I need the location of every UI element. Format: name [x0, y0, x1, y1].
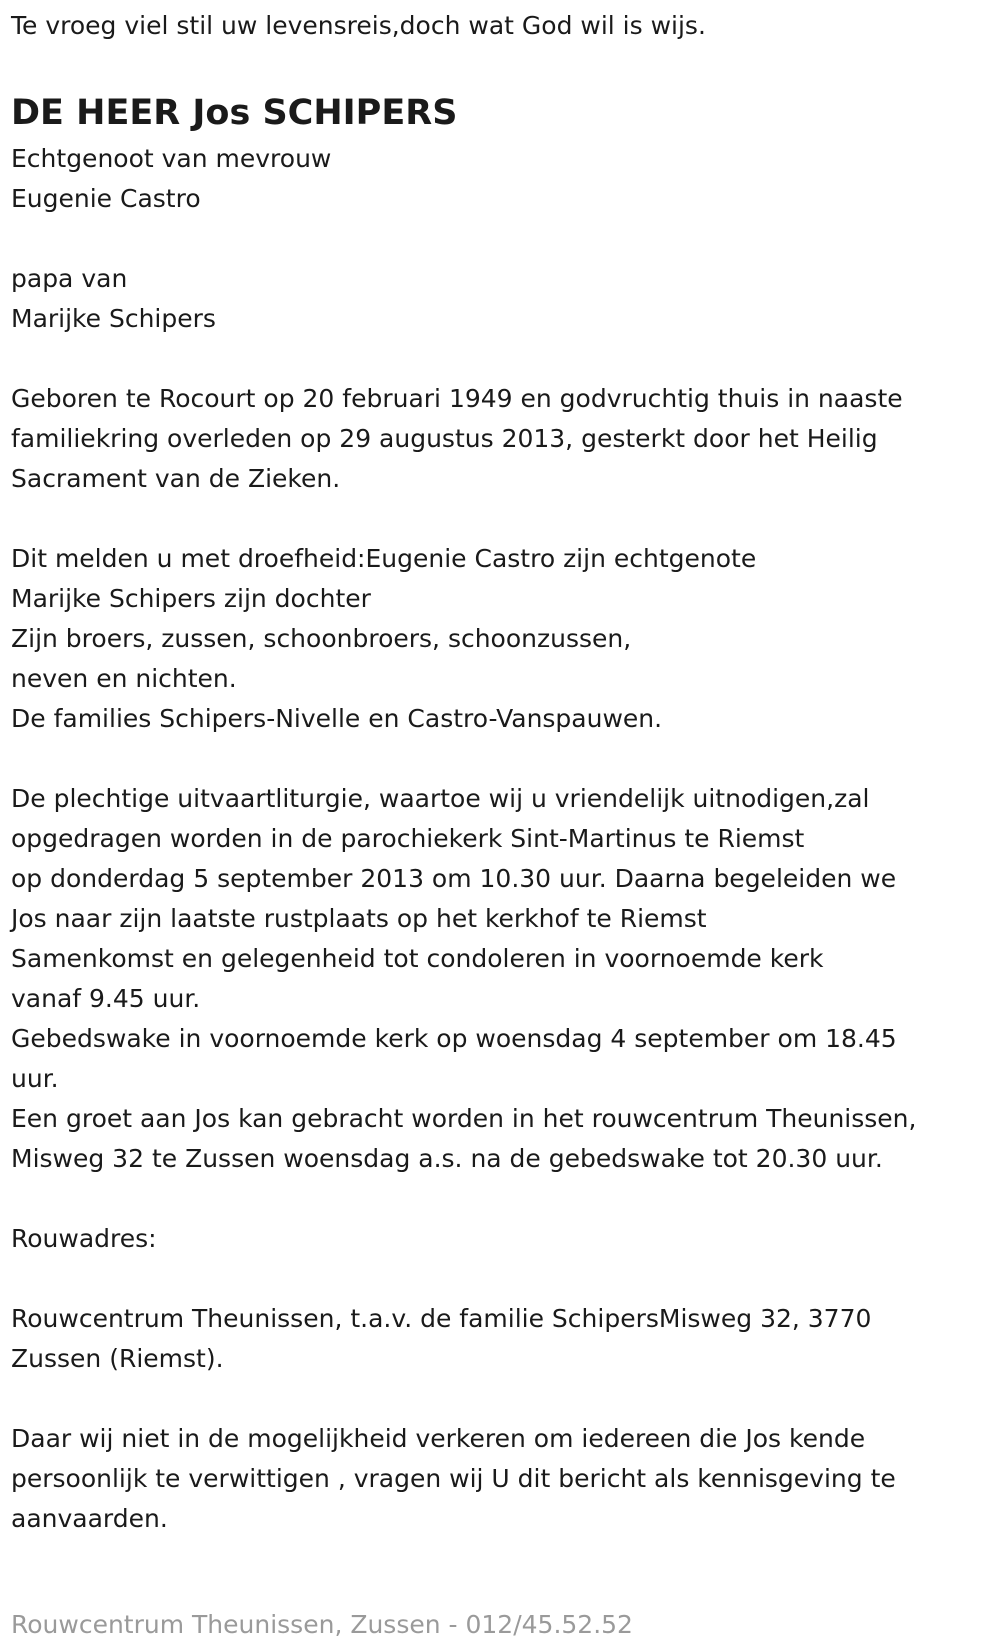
spacer: [11, 739, 1000, 779]
paragraph-line: Zijn broers, zussen, schoonbroers, schoonzussen,: [11, 624, 632, 653]
child-intro: papa van: [11, 264, 128, 293]
spacer: [11, 219, 1000, 259]
paragraph-line: De families Schipers-Nivelle en Castro-Vanspauwen.: [11, 704, 663, 733]
paragraph-line: vanaf 9.45 uur.: [11, 984, 201, 1013]
spacer: [11, 499, 1000, 539]
motto: Te vroeg viel stil uw levensreis,doch wat God wil is wijs.: [11, 11, 706, 40]
paragraph-line: Een groet aan Jos kan gebracht worden in het rouwcentrum Theunissen,: [11, 1104, 917, 1133]
announcers-paragraph: [11, 539, 1000, 739]
spacer: [11, 1179, 1000, 1219]
paragraph-line: neven en nichten.: [11, 664, 237, 693]
address-label: Rouwadres:: [11, 1224, 157, 1253]
paragraph-line: persoonlijk te verwittigen , vragen wij U dit bericht als kennisgeving te: [11, 1464, 896, 1493]
spouse-intro: Echtgenoot van mevrouw: [11, 144, 332, 173]
closing-paragraph: [11, 1419, 1000, 1539]
ceremony-paragraph: [11, 779, 1000, 1179]
funeral-home-footer: Rouwcentrum Theunissen, Zussen - 012/45.52.52: [11, 1610, 633, 1639]
spacer: [11, 1259, 1000, 1299]
spacer: [11, 1379, 1000, 1419]
paragraph-line: Sacrament van de Zieken.: [11, 464, 341, 493]
birth-death-paragraph: [11, 379, 1000, 499]
paragraph-line: aanvaarden.: [11, 1504, 168, 1533]
paragraph-line: Misweg 32 te Zussen woensdag a.s. na de gebedswake tot 20.30 uur.: [11, 1144, 883, 1173]
address-paragraph: [11, 1299, 1000, 1379]
paragraph-line: uur.: [11, 1064, 59, 1093]
deceased-name: DE HEER Jos SCHIPERS: [11, 93, 458, 133]
paragraph-line: De plechtige uitvaartliturgie, waartoe wij u vriendelijk uitnodigen,zal: [11, 784, 870, 813]
paragraph-line: Rouwcentrum Theunissen, t.a.v. de familie SchipersMisweg 32, 3770: [11, 1304, 872, 1333]
paragraph-line: Marijke Schipers zijn dochter: [11, 584, 371, 613]
spouse-name: Eugenie Castro: [11, 184, 201, 213]
paragraph-line: Gebedswake in voornoemde kerk op woensdag 4 september om 18.45: [11, 1024, 897, 1053]
paragraph-line: Samenkomst en gelegenheid tot condoleren in voornoemde kerk: [11, 944, 824, 973]
paragraph-line: Jos naar zijn laatste rustplaats op het kerkhof te Riemst: [11, 904, 707, 933]
child-block: [11, 259, 1000, 339]
paragraph-line: Geboren te Rocourt op 20 februari 1949 en godvruchtig thuis in naaste: [11, 384, 903, 413]
spouse-block: [11, 139, 1000, 219]
paragraph-line: Daar wij niet in de mogelijkheid verkeren om iedereen die Jos kende: [11, 1424, 866, 1453]
paragraph-line: Zussen (Riemst).: [11, 1344, 224, 1373]
paragraph-line: Dit melden u met droefheid:Eugenie Castro zijn echtgenote: [11, 544, 757, 573]
child-name: Marijke Schipers: [11, 304, 216, 333]
paragraph-line: opgedragen worden in de parochiekerk Sint-Martinus te Riemst: [11, 824, 805, 853]
spacer: [11, 339, 1000, 379]
paragraph-line: familiekring overleden op 29 augustus 2013, gesterkt door het Heilig: [11, 424, 878, 453]
paragraph-line: op donderdag 5 september 2013 om 10.30 uur. Daarna begeleiden we: [11, 864, 897, 893]
